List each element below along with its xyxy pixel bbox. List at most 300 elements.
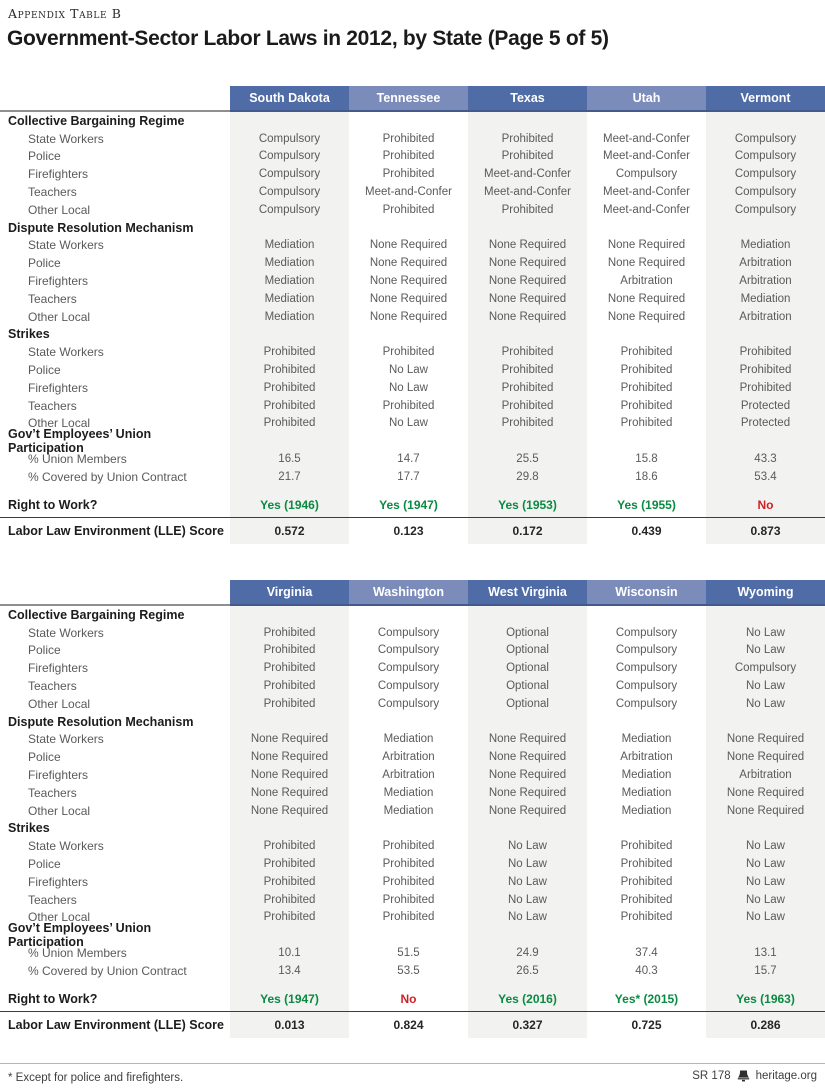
table-cell: Meet-and-Confer [603, 132, 690, 145]
table-cell: 16.5 [278, 453, 301, 466]
lle-score-cell: 0.725 [631, 1017, 662, 1032]
table-cell: Arbitration [739, 310, 792, 323]
row-label: Other Local [28, 696, 91, 711]
empty-cell [706, 326, 825, 344]
table-cell: No Law [508, 893, 547, 906]
table-cell: No Law [389, 417, 428, 430]
empty-cell [587, 112, 706, 130]
right-to-work-row [0, 493, 825, 517]
row-spacer [0, 486, 825, 493]
table-cell: Prohibited [501, 364, 554, 377]
table-cell: 18.6 [635, 470, 658, 483]
row-label: Other Local [28, 202, 91, 217]
row-label: State Workers [28, 131, 104, 146]
table-cell: None Required [726, 733, 805, 746]
table-cell: Arbitration [620, 275, 673, 288]
right-to-work-cell: Yes (1946) [260, 497, 319, 512]
table-cell: Compulsory [734, 662, 797, 675]
table-cell: None Required [250, 786, 329, 799]
table-cell: 43.3 [754, 453, 777, 466]
table-cell: Mediation [621, 786, 672, 799]
row-label: Teachers [28, 398, 77, 413]
table-cell: Mediation [264, 275, 315, 288]
table-cell: 21.7 [278, 470, 301, 483]
table-cell: Prohibited [620, 911, 673, 924]
table-cell: Arbitration [620, 751, 673, 764]
heritage-bell-icon [737, 1070, 750, 1082]
table-cell: Compulsory [258, 150, 321, 163]
empty-cell [349, 926, 468, 944]
table-cell: Mediation [383, 733, 434, 746]
table-cell: 24.9 [516, 947, 539, 960]
section-label: Gov’t Employees’ Union Participation [8, 427, 152, 456]
table-cell: Prohibited [382, 893, 435, 906]
empty-cell [468, 432, 587, 450]
table-cell: Mediation [740, 292, 791, 305]
empty-cell [587, 326, 706, 344]
table-cell: Prohibited [263, 346, 316, 359]
table-cell: 10.1 [278, 947, 301, 960]
lle-score-label: Labor Law Environment (LLE) Score [8, 1017, 224, 1032]
table-cell: Compulsory [615, 644, 678, 657]
row-label: State Workers [28, 732, 104, 747]
section-label: Strikes [8, 327, 50, 342]
table-cell: 25.5 [516, 453, 539, 466]
table-cell: None Required [488, 769, 567, 782]
table-cell: No Law [508, 858, 547, 871]
table-cell: Protected [740, 399, 791, 412]
table-cell: No Law [746, 644, 785, 657]
table-cell: Prohibited [620, 346, 673, 359]
table-cell: No Law [389, 381, 428, 394]
table-cell: Prohibited [501, 203, 554, 216]
right-to-work-cell: No [757, 497, 774, 512]
table-cell: Prohibited [263, 417, 316, 430]
lle-score-row [0, 518, 825, 544]
lle-score-cell: 0.327 [512, 1017, 543, 1032]
section-label: Dispute Resolution Mechanism [8, 714, 194, 729]
table-corner [0, 580, 230, 606]
empty-cell [468, 926, 587, 944]
table-cell: Prohibited [263, 858, 316, 871]
right-to-work-cell: Yes (2016) [498, 991, 557, 1006]
row-label: Firefighters [28, 874, 89, 889]
right-to-work-cell: Yes (1953) [498, 497, 557, 512]
table-cell: No Law [508, 911, 547, 924]
row-label: Other Local [28, 803, 91, 818]
table-cell: Prohibited [620, 875, 673, 888]
empty-cell [230, 432, 349, 450]
table-cell: None Required [250, 769, 329, 782]
table-cell: Prohibited [382, 858, 435, 871]
empty-cell [468, 820, 587, 838]
table-cell: Prohibited [501, 417, 554, 430]
report-code: SR 178 [692, 1070, 731, 1082]
table-cell: None Required [488, 751, 567, 764]
row-label: Police [28, 256, 61, 271]
empty-cell [230, 820, 349, 838]
empty-cell [349, 713, 468, 731]
section-label: Collective Bargaining Regime [8, 607, 185, 622]
section-label: Collective Bargaining Regime [8, 113, 185, 128]
table-cell: Compulsory [734, 150, 797, 163]
empty-cell [230, 606, 349, 624]
empty-cell [468, 219, 587, 237]
table-cell: None Required [488, 292, 567, 305]
row-label: Teachers [28, 679, 77, 694]
table-cell: Prohibited [382, 346, 435, 359]
table-cell: Meet-and-Confer [484, 168, 571, 181]
lle-score-label: Labor Law Environment (LLE) Score [8, 523, 224, 538]
table-cell: Optional [506, 644, 549, 657]
table-cell: None Required [607, 292, 686, 305]
table-corner [0, 86, 230, 112]
table-cell: Prohibited [382, 875, 435, 888]
table-cell: Prohibited [382, 132, 435, 145]
table-cell: 53.4 [754, 470, 777, 483]
empty-cell [587, 219, 706, 237]
row-label: Police [28, 363, 61, 378]
row-label: State Workers [28, 839, 104, 854]
table-cell: Prohibited [263, 911, 316, 924]
lle-score-cell: 0.172 [512, 523, 543, 538]
empty-cell [349, 820, 468, 838]
row-label: Firefighters [28, 768, 89, 783]
state-header-west-virginia: West Virginia [468, 580, 587, 606]
state-header-wisconsin: Wisconsin [587, 580, 706, 606]
table-cell: Optional [506, 680, 549, 693]
state-header-wyoming: Wyoming [706, 580, 825, 606]
right-to-work-cell: Yes* (2015) [614, 991, 679, 1006]
table-cell: Meet-and-Confer [603, 150, 690, 163]
lle-score-cell: 0.439 [631, 523, 662, 538]
table-cell: None Required [607, 239, 686, 252]
table-header [0, 86, 825, 112]
table-grid [0, 112, 825, 486]
table-cell: No Law [746, 840, 785, 853]
section-label: Dispute Resolution Mechanism [8, 220, 194, 235]
row-label: Other Local [28, 910, 91, 925]
footnote: * Except for police and firefighters. [8, 1072, 184, 1084]
empty-cell [587, 432, 706, 450]
table-cell: None Required [250, 751, 329, 764]
lle-score-cell: 0.123 [393, 523, 424, 538]
table-cell: Prohibited [263, 893, 316, 906]
row-label: % Covered by Union Contract [28, 963, 187, 978]
table-cell: Optional [506, 697, 549, 710]
table-cell: No Law [508, 875, 547, 888]
row-label: Teachers [28, 291, 77, 306]
table-cell: 15.8 [635, 453, 658, 466]
table-cell: Meet-and-Confer [365, 186, 452, 199]
table-cell: Compulsory [258, 186, 321, 199]
table-cell: No Law [389, 364, 428, 377]
table-cell: Compulsory [377, 644, 440, 657]
empty-cell [230, 112, 349, 130]
table-cell: None Required [369, 257, 448, 270]
footer-divider [0, 1063, 825, 1064]
empty-cell [468, 606, 587, 624]
table-cell: Prohibited [382, 399, 435, 412]
row-label: State Workers [28, 345, 104, 360]
table-cell: Mediation [740, 239, 791, 252]
row-label: Other Local [28, 309, 91, 324]
table-cell: Prohibited [501, 150, 554, 163]
table-cell: None Required [607, 310, 686, 323]
row-label: Police [28, 149, 61, 164]
empty-cell [587, 820, 706, 838]
table-cell: None Required [488, 275, 567, 288]
table-cell: None Required [488, 786, 567, 799]
table-cell: No Law [746, 875, 785, 888]
table-cell: Compulsory [615, 680, 678, 693]
empty-cell [706, 432, 825, 450]
state-header-washington: Washington [349, 580, 468, 606]
table-grid [0, 606, 825, 980]
empty-cell [706, 219, 825, 237]
table-cell: None Required [250, 804, 329, 817]
empty-cell [706, 112, 825, 130]
row-label: Firefighters [28, 380, 89, 395]
appendix-label: Appendix Table B [8, 6, 122, 21]
table-cell: Compulsory [734, 203, 797, 216]
table-cell: 29.8 [516, 470, 539, 483]
section-label: Strikes [8, 821, 50, 836]
lle-score-cell: 0.013 [274, 1017, 305, 1032]
footer-branding [692, 1070, 817, 1082]
table-cell: Optional [506, 626, 549, 639]
table-cell: Prohibited [382, 840, 435, 853]
table-cell: Compulsory [377, 680, 440, 693]
lle-score-cell: 0.873 [750, 523, 781, 538]
empty-cell [230, 713, 349, 731]
row-label: Teachers [28, 892, 77, 907]
lle-score-cell: 0.572 [274, 523, 305, 538]
empty-cell [230, 926, 349, 944]
table-cell: None Required [726, 786, 805, 799]
table-cell: No Law [508, 840, 547, 853]
table-cell: Prohibited [620, 840, 673, 853]
table-cell: Compulsory [615, 697, 678, 710]
state-header-texas: Texas [468, 86, 587, 112]
table-cell: Compulsory [615, 168, 678, 181]
table-cell: Meet-and-Confer [484, 186, 571, 199]
table-cell: Prohibited [263, 697, 316, 710]
table-cell: Prohibited [263, 399, 316, 412]
table-cell: Meet-and-Confer [603, 203, 690, 216]
table-cell: Meet-and-Confer [603, 186, 690, 199]
table-cell: Prohibited [620, 381, 673, 394]
state-header-vermont: Vermont [706, 86, 825, 112]
empty-cell [349, 432, 468, 450]
table-cell: Prohibited [263, 644, 316, 657]
empty-cell [349, 112, 468, 130]
empty-cell [587, 606, 706, 624]
lle-score-row [0, 1012, 825, 1038]
right-to-work-label: Right to Work? [8, 991, 98, 1006]
table-cell: Prohibited [620, 858, 673, 871]
empty-cell [230, 326, 349, 344]
table-body [0, 606, 825, 1038]
table-cell: Prohibited [501, 346, 554, 359]
table-cell: 40.3 [635, 964, 658, 977]
table-cell: Compulsory [377, 662, 440, 675]
table-cell: None Required [726, 804, 805, 817]
table-cell: Prohibited [501, 399, 554, 412]
table-cell: No Law [746, 858, 785, 871]
table-cell: Optional [506, 662, 549, 675]
table-cell: No Law [746, 911, 785, 924]
row-label: Police [28, 857, 61, 872]
table-cell: Prohibited [382, 911, 435, 924]
empty-cell [349, 219, 468, 237]
table-cell: Compulsory [258, 168, 321, 181]
table-cell: Mediation [264, 292, 315, 305]
table-cell: No Law [746, 893, 785, 906]
empty-cell [706, 713, 825, 731]
table-cell: None Required [369, 275, 448, 288]
table-cell: None Required [488, 733, 567, 746]
table-cell: 13.1 [754, 947, 777, 960]
table-cell: Compulsory [615, 626, 678, 639]
table-cell: 26.5 [516, 964, 539, 977]
table-cell: 13.4 [278, 964, 301, 977]
table-cell: Compulsory [734, 168, 797, 181]
section-label: Gov’t Employees’ Union Participation [8, 921, 152, 950]
table-cell: 37.4 [635, 947, 658, 960]
state-table-2 [0, 580, 825, 1038]
table-cell: No Law [746, 697, 785, 710]
table-cell: 15.7 [754, 964, 777, 977]
table-cell: Mediation [264, 310, 315, 323]
table-cell: Arbitration [739, 769, 792, 782]
row-label: Firefighters [28, 661, 89, 676]
state-header-utah: Utah [587, 86, 706, 112]
row-label: State Workers [28, 625, 104, 640]
table-cell: Prohibited [620, 893, 673, 906]
table-cell: 14.7 [397, 453, 420, 466]
table-cell: Prohibited [620, 399, 673, 412]
table-cell: Prohibited [739, 346, 792, 359]
row-label: State Workers [28, 238, 104, 253]
empty-cell [706, 606, 825, 624]
state-header-tennessee: Tennessee [349, 86, 468, 112]
table-cell: None Required [488, 804, 567, 817]
row-label: Police [28, 750, 61, 765]
page-title: Government-Sector Labor Laws in 2012, by State (Page 5 of 5) [7, 27, 609, 50]
table-cell: Mediation [264, 239, 315, 252]
table-cell: Compulsory [258, 203, 321, 216]
row-spacer [0, 980, 825, 987]
empty-cell [468, 112, 587, 130]
table-cell: Prohibited [263, 840, 316, 853]
lle-score-cell: 0.286 [750, 1017, 781, 1032]
table-cell: Prohibited [263, 364, 316, 377]
table-cell: Prohibited [620, 364, 673, 377]
row-label: Teachers [28, 185, 77, 200]
table-cell: Compulsory [258, 132, 321, 145]
table-cell: Prohibited [263, 662, 316, 675]
right-to-work-cell: No [400, 991, 417, 1006]
table-cell: None Required [250, 733, 329, 746]
table-cell: Mediation [383, 804, 434, 817]
table-cell: Mediation [621, 769, 672, 782]
table-cell: None Required [488, 310, 567, 323]
table-cell: Prohibited [263, 626, 316, 639]
table-cell: No Law [746, 680, 785, 693]
right-to-work-cell: Yes (1947) [379, 497, 438, 512]
state-header-virginia: Virginia [230, 580, 349, 606]
empty-cell [468, 326, 587, 344]
table-cell: Mediation [621, 804, 672, 817]
table-cell: None Required [369, 310, 448, 323]
table-cell: Arbitration [739, 275, 792, 288]
table-cell: None Required [369, 292, 448, 305]
table-cell: Compulsory [734, 132, 797, 145]
table-cell: 17.7 [397, 470, 420, 483]
table-body [0, 112, 825, 544]
table-cell: 53.5 [397, 964, 420, 977]
table-cell: Compulsory [377, 626, 440, 639]
empty-cell [349, 326, 468, 344]
row-label: % Union Members [28, 452, 127, 467]
empty-cell [349, 606, 468, 624]
table-cell: None Required [488, 257, 567, 270]
lle-score-cell: 0.824 [393, 1017, 424, 1032]
row-label: % Covered by Union Contract [28, 469, 187, 484]
table-cell: Compulsory [377, 697, 440, 710]
brand-text: heritage.org [755, 1070, 817, 1082]
table-cell: Prohibited [263, 381, 316, 394]
row-label: % Union Members [28, 946, 127, 961]
table-cell: Compulsory [734, 186, 797, 199]
table-cell: Prohibited [382, 203, 435, 216]
empty-cell [706, 926, 825, 944]
row-label: Police [28, 643, 61, 658]
table-cell: Arbitration [739, 257, 792, 270]
table-cell: None Required [726, 751, 805, 764]
table-cell: No Law [746, 626, 785, 639]
table-cell: Arbitration [382, 751, 435, 764]
right-to-work-cell: Yes (1955) [617, 497, 676, 512]
table-cell: Mediation [383, 786, 434, 799]
table-cell: Arbitration [382, 769, 435, 782]
table-cell: Prohibited [501, 132, 554, 145]
row-label: Other Local [28, 416, 91, 431]
empty-cell [468, 713, 587, 731]
empty-cell [230, 219, 349, 237]
table-header [0, 580, 825, 606]
empty-cell [587, 713, 706, 731]
table-cell: Prohibited [739, 381, 792, 394]
table-cell: Prohibited [739, 364, 792, 377]
empty-cell [706, 820, 825, 838]
table-cell: Prohibited [382, 150, 435, 163]
table-cell: Mediation [264, 257, 315, 270]
table-cell: Mediation [621, 733, 672, 746]
table-cell: Prohibited [501, 381, 554, 394]
table-cell: None Required [607, 257, 686, 270]
row-label: Firefighters [28, 274, 89, 289]
empty-cell [587, 926, 706, 944]
table-cell: None Required [488, 239, 567, 252]
right-to-work-label: Right to Work? [8, 497, 98, 512]
table-cell: Prohibited [382, 168, 435, 181]
right-to-work-row [0, 987, 825, 1011]
table-cell: 51.5 [397, 947, 420, 960]
row-label: Teachers [28, 785, 77, 800]
state-header-south-dakota: South Dakota [230, 86, 349, 112]
